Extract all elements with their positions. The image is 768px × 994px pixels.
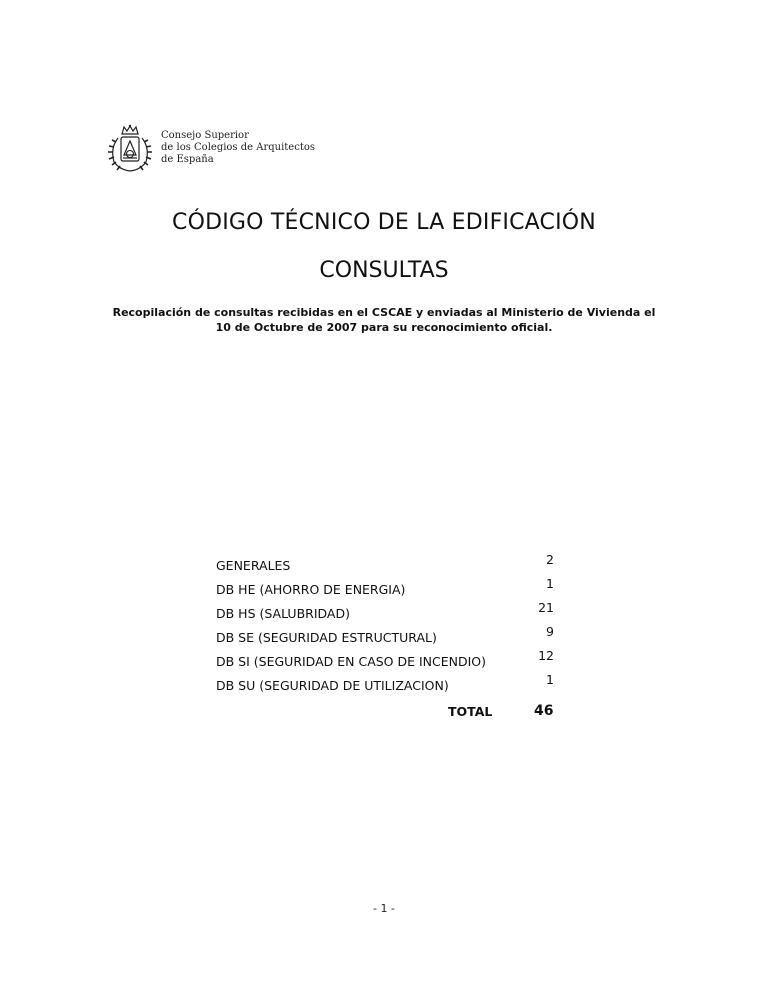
summary-row-db-se [216, 624, 556, 648]
total-count: 46 [534, 703, 554, 719]
org-line-1: Consejo Superior [161, 130, 249, 141]
summary-row-db-su [216, 672, 556, 696]
summary-row-db-si [216, 648, 556, 672]
row-count: 1 [546, 576, 554, 591]
document-title: CÓDIGO TÉCNICO DE LA EDIFICACIÓN [172, 210, 596, 235]
row-label: DB SE (SEGURIDAD ESTRUCTURAL) [216, 630, 437, 645]
row-count: 9 [546, 624, 554, 639]
consultation-summary-table [216, 552, 556, 696]
row-label: DB HE (AHORRO DE ENERGIA) [216, 582, 406, 597]
row-count: 12 [538, 648, 554, 663]
total-label: TOTAL [448, 704, 493, 719]
document-description: Recopilación de consultas recibidas en el CSCAE y enviadas al Ministerio de Vivienda el 10 de Octubre de 2007 para su reconocimiento oficial. [112, 306, 656, 334]
row-label: GENERALES [216, 558, 291, 573]
summary-row-db-he [216, 576, 556, 600]
row-count: 21 [538, 600, 554, 615]
document-subtitle: CONSULTAS [319, 258, 449, 283]
cscae-logo [104, 124, 156, 174]
row-count: 2 [546, 552, 554, 567]
row-label: DB HS (SALUBRIDAD) [216, 606, 350, 621]
row-count: 1 [546, 672, 554, 687]
organization-name [161, 130, 315, 166]
org-line-2: de los Colegios de Arquitectos [161, 142, 315, 153]
org-line-3: de España [161, 154, 214, 165]
page-number: - 1 - [373, 902, 395, 915]
summary-row-db-hs [216, 600, 556, 624]
summary-row-generales [216, 552, 556, 576]
row-label: DB SI (SEGURIDAD EN CASO DE INCENDIO) [216, 654, 487, 669]
row-label: DB SU (SEGURIDAD DE UTILIZACION) [216, 678, 449, 693]
